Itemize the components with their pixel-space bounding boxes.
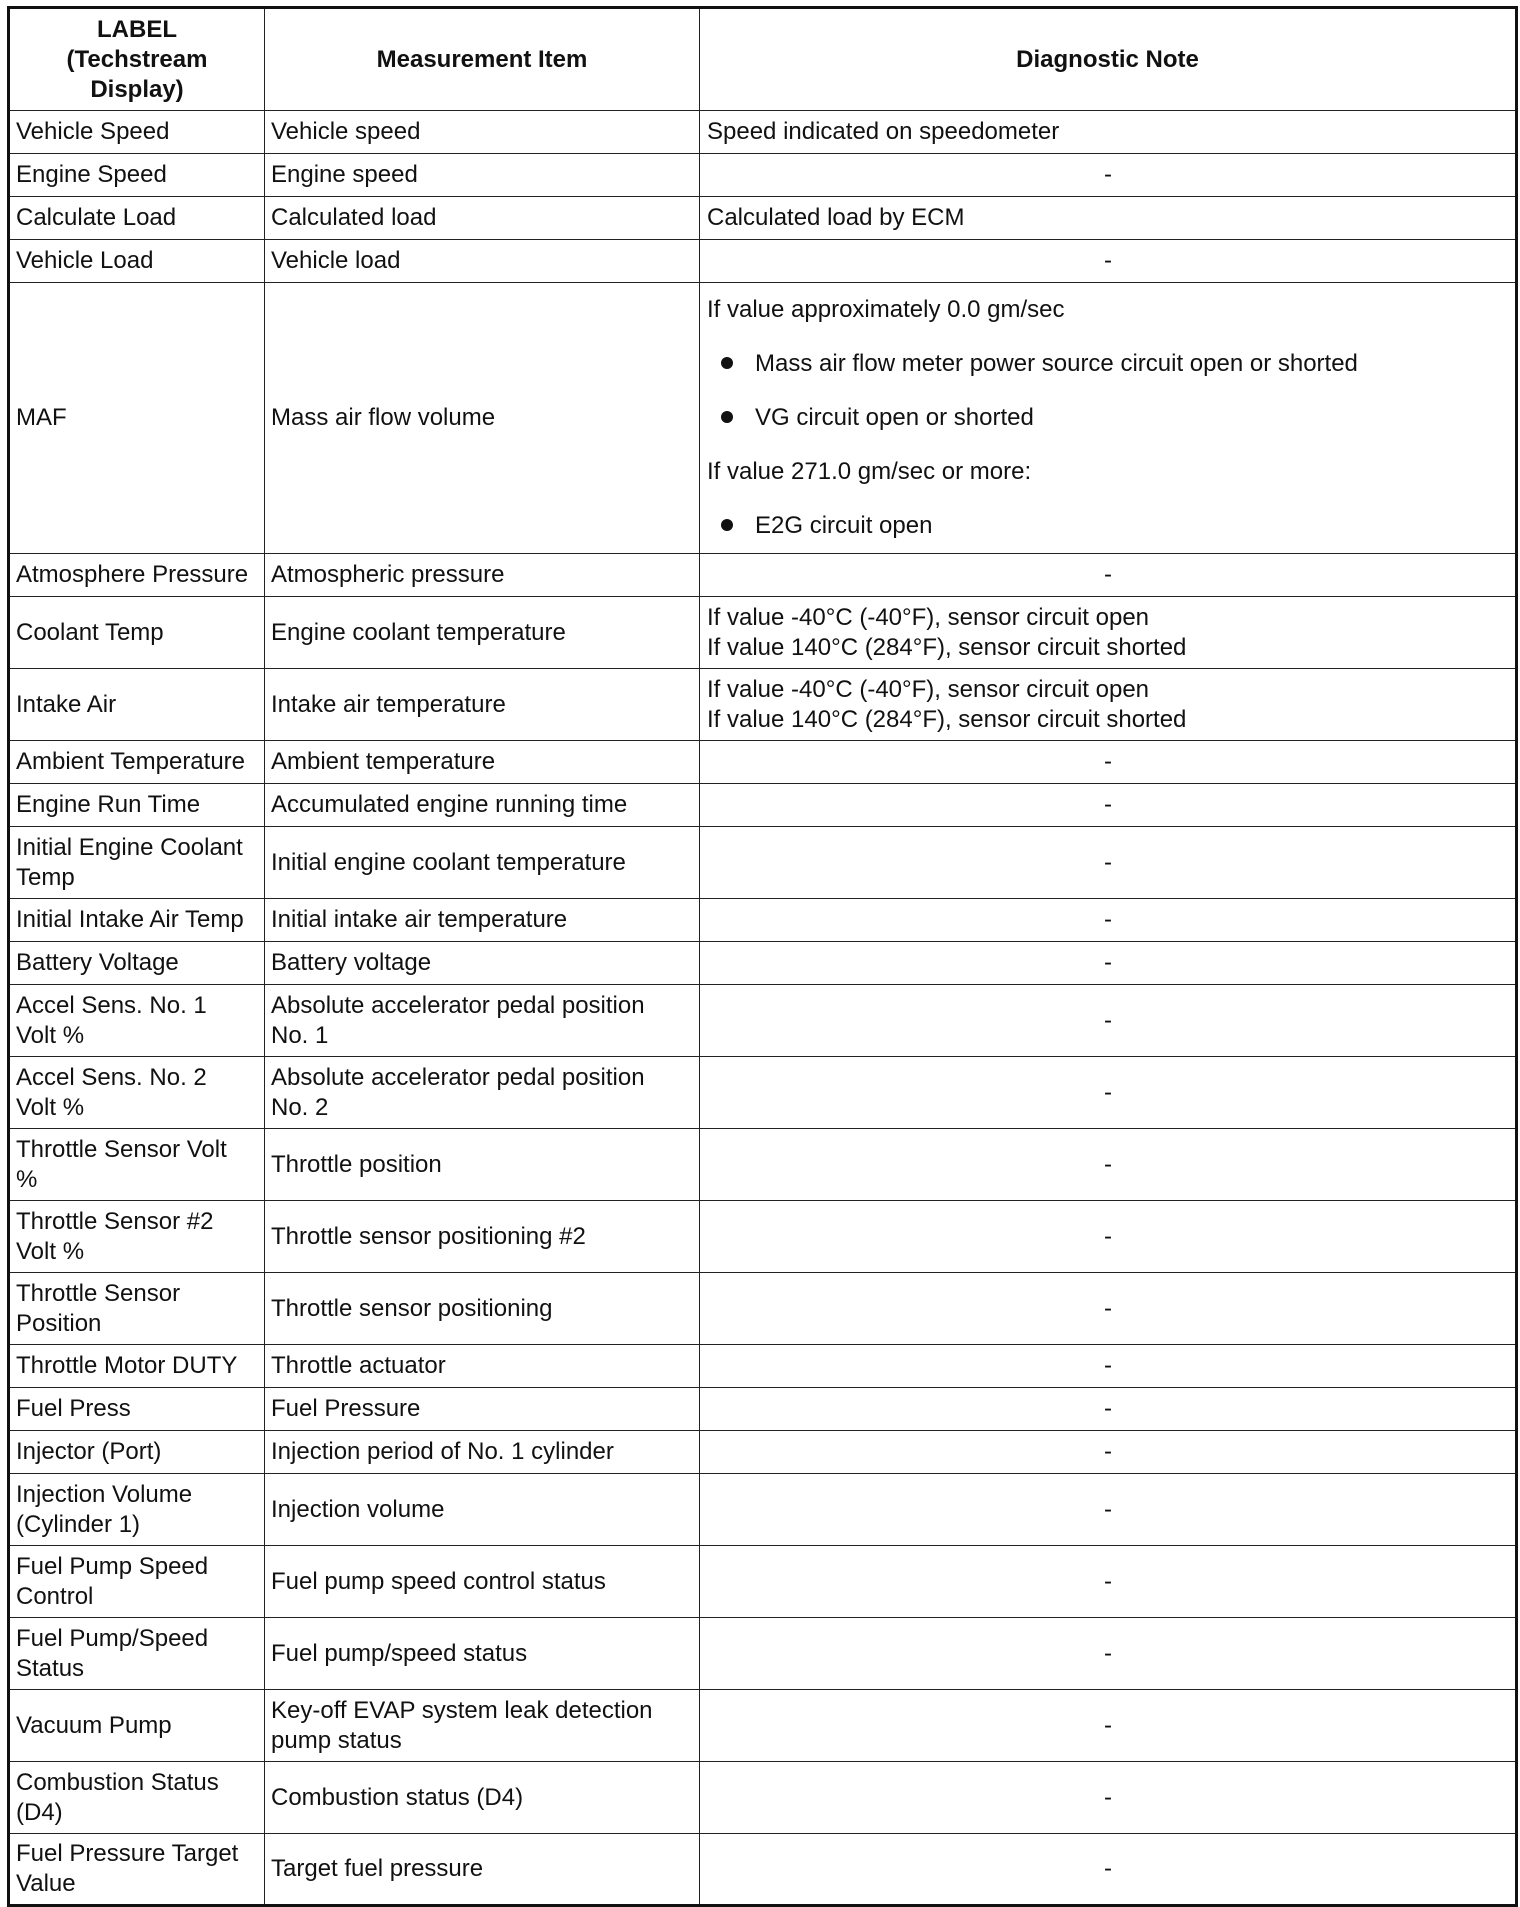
- note-line: Speed indicated on speedometer: [707, 118, 1060, 145]
- label-cell: [9, 1057, 265, 1129]
- measurement-item-cell: [265, 597, 700, 669]
- diagnostic-note-cell: [700, 197, 1517, 240]
- diagnostic-note-cell: [700, 597, 1517, 669]
- label-cell: [9, 154, 265, 197]
- table-body: [9, 111, 1517, 1906]
- table-row: [9, 1431, 1517, 1474]
- diagnostic-note-cell: -: [700, 554, 1517, 597]
- label-cell: [9, 197, 265, 240]
- label-line: Engine Run Time: [16, 791, 201, 818]
- table-row: [9, 741, 1517, 784]
- label-line: Fuel Pump/Speed: [16, 1624, 209, 1652]
- diagnostic-note-cell: -: [700, 1690, 1517, 1762]
- diagnostic-note-cell: -: [700, 154, 1517, 197]
- table-row: [9, 154, 1517, 197]
- measurement-item-line: Fuel pump/speed status: [271, 1639, 528, 1667]
- label-cell: [9, 1273, 265, 1345]
- measurement-item-cell: [265, 1057, 700, 1129]
- measurement-item-line: Atmospheric pressure: [271, 561, 505, 588]
- label-cell: [9, 597, 265, 669]
- diagnostic-note-cell: -: [700, 1546, 1517, 1618]
- measurement-item-line: Accumulated engine running time: [271, 791, 628, 818]
- measurement-item-cell: [265, 1273, 700, 1345]
- table-row: [9, 784, 1517, 827]
- measurement-item-cell: [265, 554, 700, 597]
- diagnostic-note-cell: -: [700, 1201, 1517, 1273]
- table-row: [9, 1057, 1517, 1129]
- measurement-item-cell: [265, 741, 700, 784]
- bullet-icon: [721, 519, 733, 531]
- label-line: Injector (Port): [16, 1438, 162, 1465]
- measurement-item-cell: [265, 669, 700, 741]
- measurement-item-cell: [265, 1201, 700, 1273]
- label-line: (D4): [16, 1798, 63, 1826]
- label-cell: [9, 1474, 265, 1546]
- measurement-item-cell: [265, 899, 700, 942]
- label-line: Vacuum Pump: [16, 1711, 172, 1739]
- label-line: Combustion Status: [16, 1768, 219, 1796]
- header-row: [9, 8, 1517, 111]
- header-label-line: Display): [90, 75, 184, 103]
- measurement-item-line: No. 2: [271, 1093, 329, 1121]
- note-bullet-item: [707, 499, 1509, 553]
- measurement-item-cell: [265, 1762, 700, 1834]
- note-bullet-item: [707, 391, 1509, 445]
- header-label: [9, 8, 265, 111]
- measurement-item-cell: [265, 1690, 700, 1762]
- table-row: [9, 240, 1517, 283]
- measurement-item-line: Injection volume: [271, 1495, 445, 1523]
- label-cell: [9, 942, 265, 985]
- table-row: [9, 111, 1517, 154]
- label-cell: [9, 827, 265, 899]
- label-line: Accel Sens. No. 2: [16, 1063, 207, 1091]
- note-bullet-text: Mass air flow meter power source circuit open or shorted: [755, 350, 1358, 377]
- label-cell: [9, 784, 265, 827]
- measurement-item-cell: [265, 1546, 700, 1618]
- diagnostic-note-cell: -: [700, 1388, 1517, 1431]
- note-line: If value 140°C (284°F), sensor circuit shorted: [707, 633, 1187, 661]
- note-text-line: If value approximately 0.0 gm/sec: [707, 296, 1065, 323]
- table-row: [9, 554, 1517, 597]
- bullet-icon: [721, 411, 733, 423]
- diagnostic-note-cell: [700, 669, 1517, 741]
- label-cell: [9, 669, 265, 741]
- measurement-item-cell: [265, 1388, 700, 1431]
- table-row: [9, 1618, 1517, 1690]
- diagnostic-note-cell: -: [700, 827, 1517, 899]
- label-line: Throttle Sensor #2: [16, 1207, 214, 1235]
- label-cell: [9, 1834, 265, 1906]
- label-line: Engine Speed: [16, 161, 167, 188]
- table-row: [9, 942, 1517, 985]
- measurement-item-cell: [265, 1345, 700, 1388]
- header-label-line: LABEL: [97, 15, 177, 43]
- diagnostic-note-cell: -: [700, 985, 1517, 1057]
- header-measurement-item: Measurement Item: [265, 8, 700, 111]
- label-line: Initial Intake Air Temp: [16, 906, 244, 933]
- table-row: [9, 985, 1517, 1057]
- measurement-item-line: Mass air flow volume: [271, 404, 496, 431]
- label-line: Temp: [16, 863, 75, 891]
- table-row: [9, 1201, 1517, 1273]
- diagnostic-note-cell: -: [700, 240, 1517, 283]
- diagnostic-note-cell: -: [700, 1762, 1517, 1834]
- measurement-item-line: Ambient temperature: [271, 748, 496, 775]
- measurement-item-line: Combustion status (D4): [271, 1783, 524, 1811]
- label-line: Position: [16, 1309, 102, 1337]
- note-line: If value 140°C (284°F), sensor circuit shorted: [707, 705, 1187, 733]
- label-cell: [9, 985, 265, 1057]
- label-line: Initial Engine Coolant: [16, 833, 243, 861]
- note-line: Calculated load by ECM: [707, 204, 965, 231]
- diagnostic-note-cell: -: [700, 1474, 1517, 1546]
- measurement-item-line: Vehicle load: [271, 247, 401, 274]
- table-row: [9, 1834, 1517, 1906]
- measurement-item-line: Injection period of No. 1 cylinder: [271, 1438, 614, 1465]
- diagnostic-note-cell: -: [700, 942, 1517, 985]
- measurement-item-cell: [265, 154, 700, 197]
- measurement-item-cell: [265, 111, 700, 154]
- label-line: Status: [16, 1654, 85, 1682]
- measurement-item-cell: [265, 1834, 700, 1906]
- measurement-item-line: Throttle sensor positioning #2: [271, 1222, 586, 1250]
- label-line: Fuel Pressure Target: [16, 1840, 239, 1867]
- measurement-item-line: Fuel pump speed control status: [271, 1567, 606, 1595]
- label-line: Injection Volume: [16, 1480, 193, 1508]
- header-label-line: (Techstream: [66, 45, 208, 73]
- diagnostic-note-cell: -: [700, 1273, 1517, 1345]
- label-line: Calculate Load: [16, 204, 177, 231]
- table-row: [9, 1388, 1517, 1431]
- measurement-item-cell: [265, 283, 700, 554]
- note-line: If value -40°C (-40°F), sensor circuit open: [707, 603, 1150, 631]
- note-bullet-item: [707, 337, 1509, 391]
- measurement-item-line: Engine speed: [271, 161, 418, 188]
- diagnostic-note-cell: -: [700, 899, 1517, 942]
- measurement-item-cell: [265, 827, 700, 899]
- measurement-item-line: Absolute accelerator pedal position: [271, 991, 645, 1019]
- label-cell: [9, 1546, 265, 1618]
- measurement-item-cell: [265, 985, 700, 1057]
- measurement-item-line: Battery voltage: [271, 949, 432, 976]
- label-cell: [9, 554, 265, 597]
- measurement-item-cell: [265, 1129, 700, 1201]
- measurement-item-cell: [265, 942, 700, 985]
- diagnostic-note-cell: -: [700, 1618, 1517, 1690]
- measurement-item-line: Engine coolant temperature: [271, 618, 566, 646]
- measurement-item-cell: [265, 197, 700, 240]
- measurement-item-line: Vehicle speed: [271, 118, 421, 145]
- table-row: [9, 1273, 1517, 1345]
- table-row: [9, 827, 1517, 899]
- label-line: Fuel Pump Speed: [16, 1552, 209, 1580]
- label-cell: [9, 1618, 265, 1690]
- label-cell: [9, 1388, 265, 1431]
- measurement-item-cell: [265, 240, 700, 283]
- label-line: Intake Air: [16, 690, 117, 718]
- diagnostic-note-cell: -: [700, 1834, 1517, 1906]
- label-cell: [9, 1690, 265, 1762]
- label-line: Vehicle Speed: [16, 118, 170, 145]
- label-cell: [9, 1345, 265, 1388]
- label-cell: [9, 1431, 265, 1474]
- measurement-item-line: Fuel Pressure: [271, 1395, 421, 1422]
- table-row: [9, 1690, 1517, 1762]
- label-line: Volt %: [16, 1021, 85, 1049]
- table-row: [9, 1474, 1517, 1546]
- label-line: Value: [16, 1870, 76, 1897]
- measurement-item-cell: [265, 1474, 700, 1546]
- label-line: Throttle Sensor Volt: [16, 1135, 227, 1163]
- label-line: Accel Sens. No. 1: [16, 991, 207, 1019]
- measurement-item-line: Intake air temperature: [271, 690, 506, 718]
- note-bullet-text: E2G circuit open: [755, 512, 933, 539]
- diagnostic-note-cell: -: [700, 1345, 1517, 1388]
- table-row: [9, 899, 1517, 942]
- measurement-item-line: Initial engine coolant temperature: [271, 848, 626, 876]
- label-cell: [9, 240, 265, 283]
- label-line: Battery Voltage: [16, 949, 179, 976]
- table-row: [9, 1762, 1517, 1834]
- label-cell: [9, 741, 265, 784]
- diagnostic-note-cell: [700, 283, 1517, 554]
- measurement-item-line: No. 1: [271, 1021, 329, 1049]
- label-cell: [9, 111, 265, 154]
- diagnostic-note-cell: -: [700, 741, 1517, 784]
- measurement-item-line: Target fuel pressure: [271, 1855, 484, 1882]
- label-line: Atmosphere Pressure: [16, 561, 249, 588]
- label-line: (Cylinder 1): [16, 1510, 141, 1538]
- table-row: [9, 1129, 1517, 1201]
- table-row: [9, 283, 1517, 554]
- label-line: Coolant Temp: [16, 618, 164, 646]
- label-line: Volt %: [16, 1237, 85, 1265]
- measurement-item-line: Absolute accelerator pedal position: [271, 1063, 645, 1091]
- label-line: Fuel Press: [16, 1395, 131, 1422]
- measurement-item-line: Calculated load: [271, 204, 437, 231]
- label-cell: [9, 1129, 265, 1201]
- measurement-item-cell: [265, 1431, 700, 1474]
- label-line: MAF: [16, 404, 67, 431]
- bullet-icon: [721, 357, 733, 369]
- label-line: Vehicle Load: [16, 247, 154, 274]
- diagnostic-data-table: [7, 6, 1518, 1907]
- note-line: If value -40°C (-40°F), sensor circuit open: [707, 675, 1150, 703]
- table-row: [9, 1546, 1517, 1618]
- measurement-item-line: Initial intake air temperature: [271, 906, 568, 933]
- measurement-item-line: Throttle sensor positioning: [271, 1294, 553, 1322]
- label-line: Throttle Sensor: [16, 1279, 181, 1307]
- diagnostic-note-cell: [700, 111, 1517, 154]
- label-line: Ambient Temperature: [16, 748, 246, 775]
- label-cell: [9, 899, 265, 942]
- table-row: [9, 1345, 1517, 1388]
- diagnostic-note-cell: -: [700, 1129, 1517, 1201]
- note-bullet-text: VG circuit open or shorted: [755, 404, 1034, 431]
- table-row: [9, 597, 1517, 669]
- label-cell: [9, 283, 265, 554]
- measurement-item-line: Throttle actuator: [271, 1352, 446, 1379]
- table-row: [9, 197, 1517, 240]
- table-row: [9, 669, 1517, 741]
- label-line: Control: [16, 1582, 94, 1610]
- measurement-item-line: Throttle position: [271, 1150, 442, 1178]
- label-line: Volt %: [16, 1093, 85, 1121]
- measurement-item-cell: [265, 784, 700, 827]
- label-cell: [9, 1762, 265, 1834]
- label-cell: [9, 1201, 265, 1273]
- label-line: %: [16, 1165, 38, 1193]
- header-diagnostic-note: Diagnostic Note: [700, 8, 1517, 111]
- diagnostic-note-cell: -: [700, 784, 1517, 827]
- measurement-item-cell: [265, 1618, 700, 1690]
- measurement-item-line: Key-off EVAP system leak detection: [271, 1696, 653, 1724]
- diagnostic-note-cell: -: [700, 1431, 1517, 1474]
- label-line: Throttle Motor DUTY: [16, 1352, 238, 1379]
- measurement-item-line: pump status: [271, 1726, 402, 1754]
- diagnostic-note-cell: -: [700, 1057, 1517, 1129]
- note-text-line: If value 271.0 gm/sec or more:: [707, 458, 1032, 485]
